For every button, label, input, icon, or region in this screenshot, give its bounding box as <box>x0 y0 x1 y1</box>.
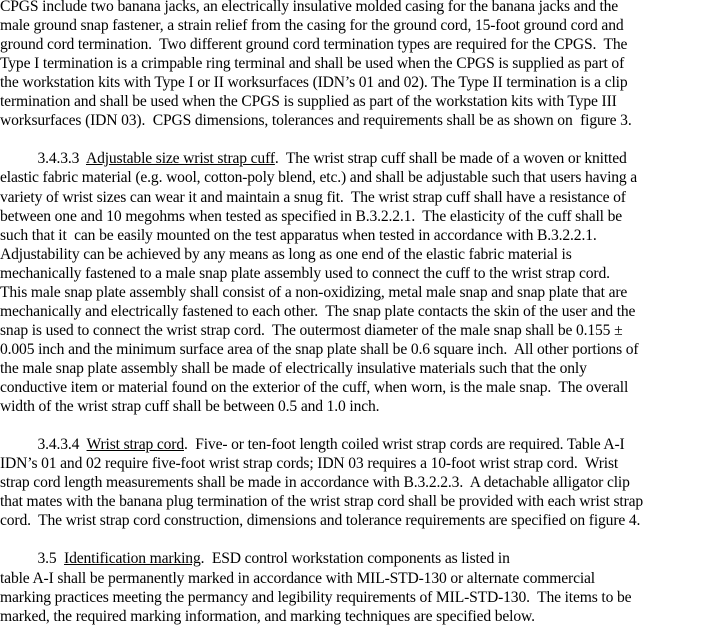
text-line <box>0 340 638 359</box>
section-heading: Adjustable size wrist strap cuff <box>85 150 275 168</box>
text-line <box>0 549 510 568</box>
text-line <box>0 492 643 511</box>
text-line <box>0 111 632 130</box>
text-run: CPGS include two banana jacks, an electrically insulative molded casing for the banana jacks and the <box>0 0 619 15</box>
text-run: IDN’s 01 and 02 require five-foot wrist strap cords; IDN 03 requires a 10-foot wrist strap cord. Wrist <box>0 455 619 473</box>
text-line <box>0 321 622 340</box>
text-line <box>0 569 595 588</box>
text-line <box>0 207 622 226</box>
text-line <box>0 35 627 54</box>
text-line <box>0 511 640 530</box>
text-run: ground cord termination. Two different ground cord termination types are required for the CPGS. The <box>0 36 628 54</box>
text-line <box>0 473 630 492</box>
text-run: worksurfaces (IDN 03). CPGS dimensions, tolerances and requirements shall be as shown on figure 3. <box>0 112 632 130</box>
text-run: the male snap plate assembly shall be made of electrically insulative materials such that the only <box>0 359 587 377</box>
text-run: table A-I shall be permanently marked in accordance with MIL-STD-130 or alternate commercial <box>0 569 595 587</box>
text-line <box>0 54 624 73</box>
text-run: This male snap plate assembly shall consist of a non-oxidizing, metal male snap and snap plate that are <box>0 283 628 301</box>
text-run: conductive item or material found on the exterior of the cuff, when worn, is the male snap. The overall <box>0 379 629 396</box>
text-run: . ESD control workstation components as listed in <box>200 550 510 568</box>
text-run: elastic fabric material (e.g. wool, cotton-poly blend, etc.) and shall be adjustable such that users having a <box>0 169 638 187</box>
text-line <box>0 378 628 397</box>
text-line <box>0 302 635 321</box>
text-line <box>0 435 625 454</box>
text-run: mechanically and electrically fastened to each other. The snap plate contacts the skin of the user and the <box>0 302 636 320</box>
text-run: snap is used to connect the wrist strap cord. The outermost diameter of the male snap shall be 0.155 ± <box>0 321 623 339</box>
text-run: cord. The wrist strap cord construction, dimensions and tolerance requirements are specified on figure 4. <box>0 512 641 530</box>
text-run: Adjustability can be achieved by any means as long as one end of the elastic fabric material is <box>0 245 572 263</box>
text-line <box>0 149 627 168</box>
text-line <box>0 359 587 378</box>
text-line <box>0 0 618 16</box>
text-run: variety of wrist sizes can wear it and maintain a snug fit. The wrist strap cuff shall have a resistance of <box>0 188 626 206</box>
text-run: between one and 10 megohms when tested as specified in B.3.2.2.1. The elasticity of the cuff shall be <box>0 207 623 225</box>
text-line <box>0 454 618 473</box>
text-line <box>0 73 627 92</box>
section-heading: Wrist strap cord <box>86 436 184 454</box>
text-line <box>0 16 624 35</box>
text-line <box>0 168 637 187</box>
text-run: such that it can be easily mounted on the test apparatus when tested in accordance with B.3.2.2.1. <box>0 226 597 244</box>
text-run: marked, the required marking information, and marking techniques are specified below. <box>0 607 535 625</box>
text-line <box>0 607 535 626</box>
text-line <box>0 264 610 283</box>
text-line <box>0 245 572 264</box>
text-run: that mates with the banana plug termination of the wrist strap cord shall be provided with each wrist strap <box>0 493 644 511</box>
text-run: 0.005 inch and the minimum surface area of the snap plate shall be 0.6 square inch. All other portions of <box>0 340 639 358</box>
text-run: 3.4.3.3 <box>0 150 86 168</box>
text-run: marking practices meeting the permancy and legibility requirements of MIL-STD-130. The items to be <box>0 588 632 606</box>
text-line <box>0 397 379 416</box>
text-line <box>0 588 631 607</box>
text-run: width of the wrist strap cuff shall be between 0.5 and 1.0 inch. <box>0 398 380 416</box>
text-run: termination and shall be used when the CPGS is supplied as part of the workstation kits with Type III <box>0 93 617 111</box>
section-heading: Identification marking <box>64 550 201 568</box>
text-line <box>0 226 597 245</box>
text-run: . The wrist strap cuff shall be made of a woven or knitted <box>274 150 627 168</box>
text-run: male ground snap fastener, a strain relief from the casing for the ground cord, 15-foot ground cord and <box>0 17 624 35</box>
text-run: 3.4.3.4 <box>0 436 87 454</box>
text-line <box>0 188 626 207</box>
text-run: mechanically fastened to a male snap plate assembly used to connect the cuff to the wrist strap cord. <box>0 264 610 282</box>
text-run: strap cord length measurements shall be made in accordance with B.3.2.2.3. A detachable alligator clip <box>0 474 630 492</box>
text-run: Type I termination is a crimpable ring terminal and shall be used when the CPGS is supplied as part of <box>0 55 625 73</box>
text-run: 3.5 <box>0 550 65 568</box>
text-run: . Five- or ten-foot length coiled wrist strap cords are required. Table A-I <box>183 436 625 454</box>
text-line <box>0 283 627 302</box>
text-line <box>0 92 617 111</box>
text-run: the workstation kits with Type I or II worksurfaces (IDN’s 01 and 02). The Type II termination is a clip <box>0 74 628 92</box>
